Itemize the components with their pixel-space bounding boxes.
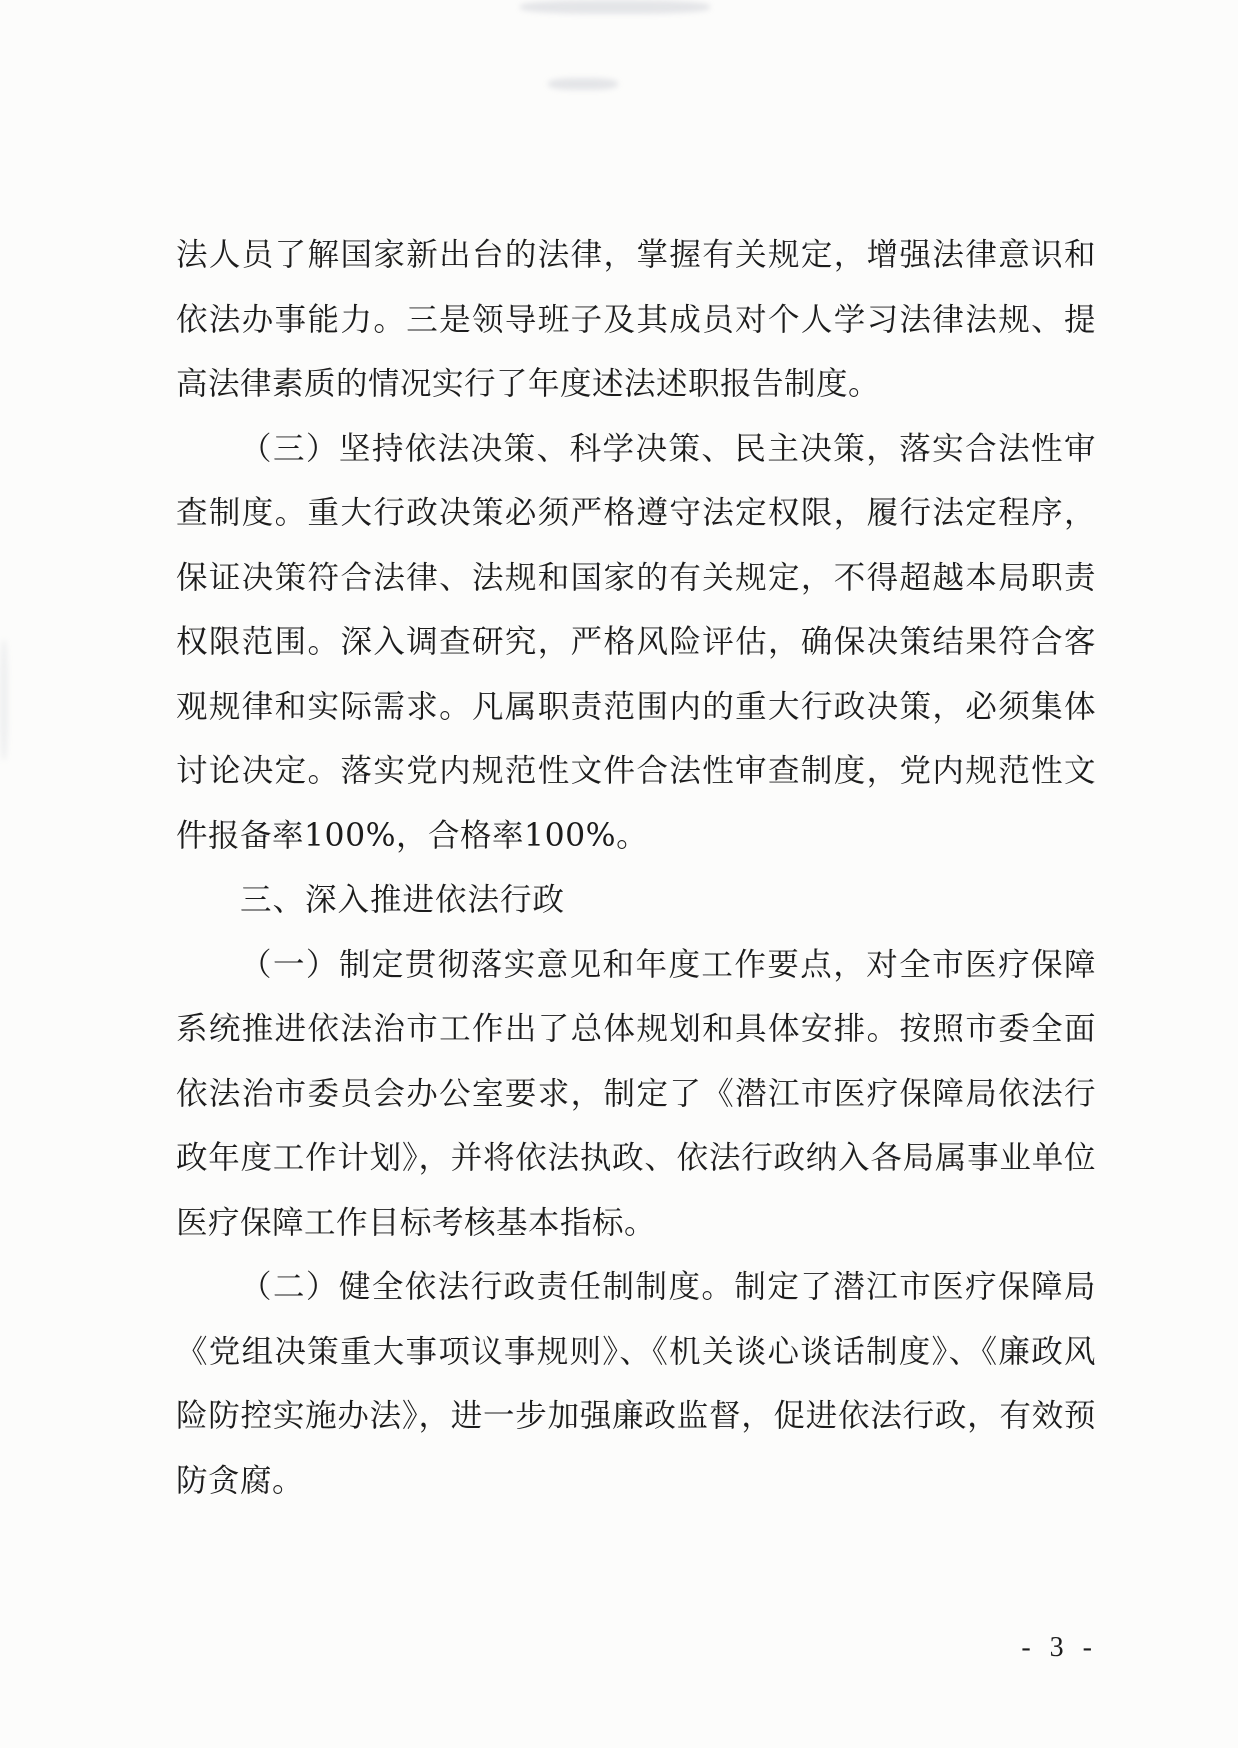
paragraph-continued: 法人员了解国家新出台的法律，掌握有关规定，增强法律意识和依法办事能力。三是领导班子及其成员对个人学习法律法规、提高法律素质的情况实行了年度述法述职报告制度。	[176, 237, 1096, 402]
paragraph-work-plan: （一）制定贯彻落实意见和年度工作要点，对全市医疗保障系统推进依法治市工作出了总体规划和具体安排。按照市委全面依法治市委员会办公室要求，制定了《潜江市医疗保障局依法行政年度工作计划》，并将依法执政、依法行政纳入各局属事业单位医疗保障工作目标考核基本指标。	[176, 946, 1096, 1241]
page-number: - 3 -	[1021, 1632, 1098, 1663]
paragraph-decision-making: （三）坚持依法决策、科学决策、民主决策，落实合法性审查制度。重大行政决策必须严格遵守法定权限，履行法定程序，保证决策符合法律、法规和国家的有关规定，不得超越本局职责权限范围。深入调查研究，严格风险评估，确保决策结果符合客观规律和实际需求。凡属职责范围内的重大行政决策，必须集体讨论决定。落实党内规范性文件合法性审查制度，党内规范性文件报备率100%，合格率100%。	[176, 430, 1096, 854]
paragraph-responsibility-system: （二）健全依法行政责任制制度。制定了潜江市医疗保障局《党组决策重大事项议事规则》、《机关谈心谈话制度》、《廉政风险防控实施办法》，进一步加强廉政监督，促进依法行政，有效预防贪腐。	[176, 1269, 1096, 1499]
scan-artifact	[0, 640, 8, 760]
section-heading: 三、深入推进依法行政	[240, 882, 566, 918]
scan-artifact	[520, 0, 710, 14]
document-body	[176, 223, 1096, 1513]
scan-artifact	[548, 78, 618, 90]
